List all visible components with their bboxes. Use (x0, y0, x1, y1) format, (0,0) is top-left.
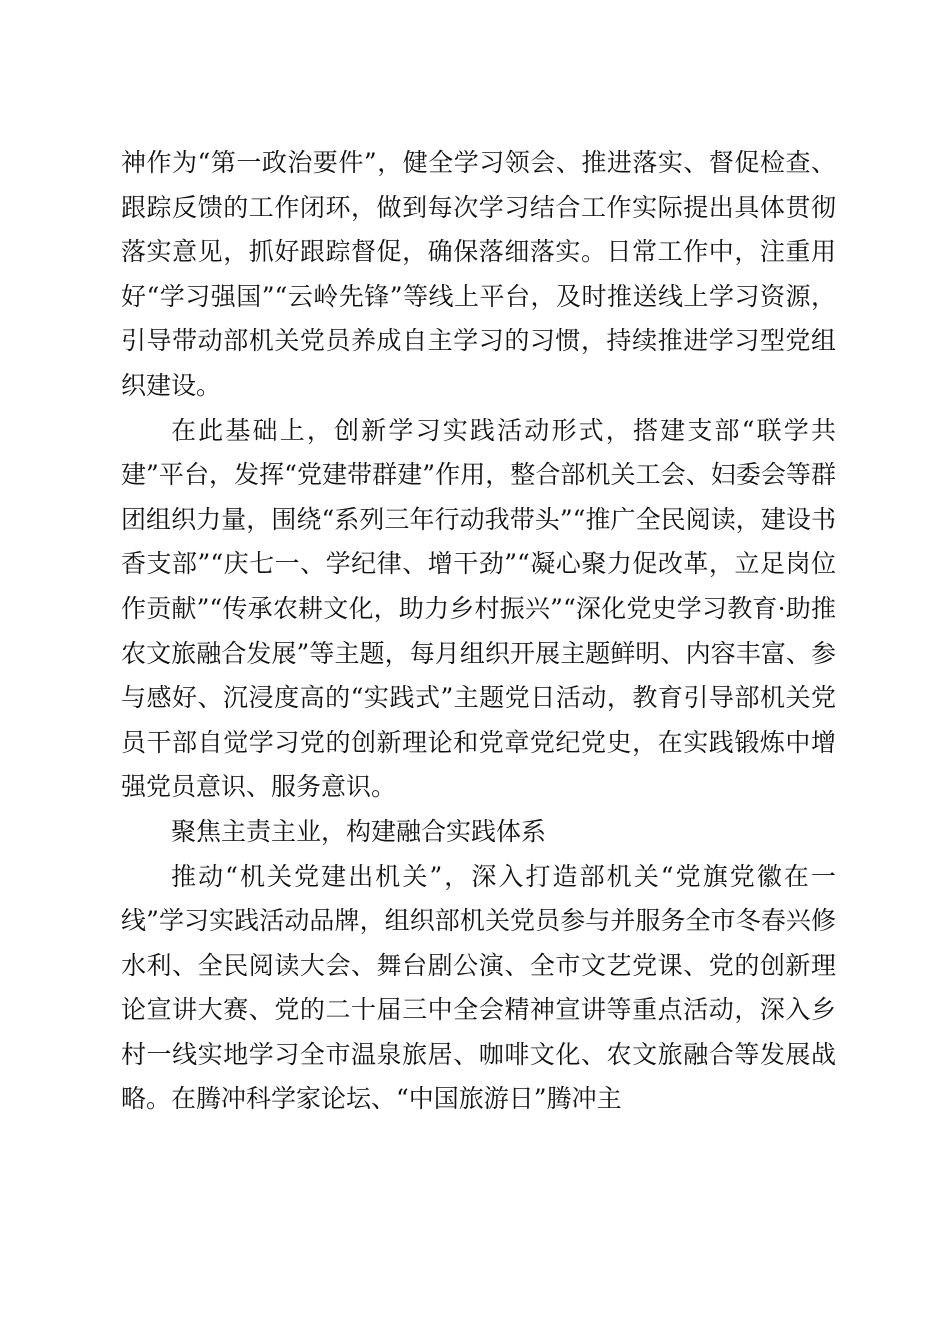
paragraph: 推动“机关党建出机关”，深入打造部机关“党旗党徽在一线”学习实践活动品牌，组织部机关党员参与并服务全市冬春兴修水利、全民阅读大会、舞台剧公演、全市文艺党课、党的创新理论宣讲大赛、党的二十届三中全会精神宣讲等重点活动，深入乡村一线实地学习全市温泉旅居、咖啡文化、农文旅融合等发展战略。在腾冲科学家论坛、“中国旅游日”腾冲主 (121, 861, 836, 1114)
document-body (121, 141, 836, 1122)
section-heading: 聚焦主责主业，构建融合实践体系 (171, 816, 547, 846)
paragraph: 神作为“第一政治要件”，健全学习领会、推进落实、督促检查、跟踪反馈的工作闭环，做到每次学习结合工作实际提出具体贯彻落实意见，抓好跟踪督促，确保落细落实。日常工作中，注重用好“学习强国”“云岭先锋”等线上平台，及时推送线上学习资源，引导带动部机关党员养成自主学习的习惯，持续推进学习型党组织建设。 (121, 148, 836, 400)
paragraph: 在此基础上，创新学习实践活动形式，搭建支部“联学共建”平台，发挥“党建带群建”作用，整合部机关工会、妇委会等群团组织力量，围绕“系列三年行动我带头”“推广全民阅读，建设书香支部”“庆七一、学纪律、增干劲”“凝心聚力促改革，立足岗位作贡献”“传承农耕文化，助力乡村振兴”“深化党史学习教育·助推农文旅融合发展”等主题，每月组织开展主题鲜明、内容丰富、参与感好、沉浸度高的“实践式”主题党日活动，教育引导部机关党员干部自觉学习党的创新理论和党章党纪党史，在实践锻炼中增强党员意识、服务意识。 (121, 415, 836, 802)
